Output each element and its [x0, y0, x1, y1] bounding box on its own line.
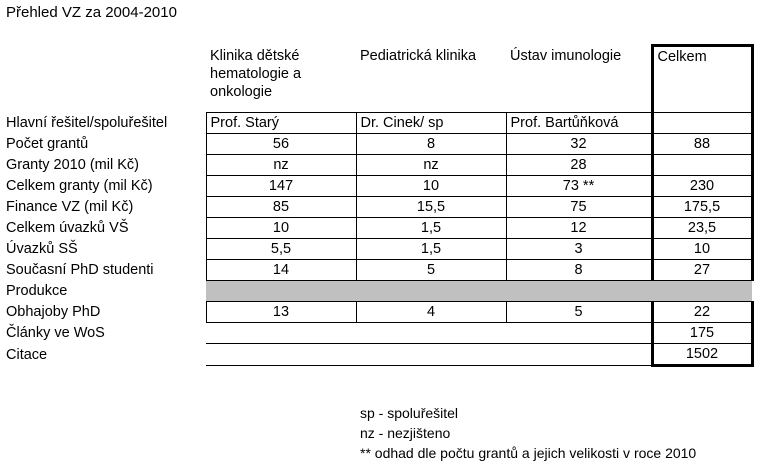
- table-cell-total: 230: [652, 176, 752, 197]
- table-cell-merged: [206, 344, 652, 366]
- table-cell: Dr. Cinek/ sp: [356, 113, 506, 134]
- column-header-celkem: Celkem: [652, 46, 752, 113]
- table-cell-merged: [206, 323, 652, 344]
- footnote: ** odhad dle počtu grantů a jejich velikosti v roce 2010: [360, 445, 697, 461]
- footnote: sp - spoluřešitel: [360, 405, 459, 421]
- table-row: [4, 302, 752, 323]
- table-cell: 28: [506, 155, 652, 176]
- page-title: Přehled VZ za 2004-2010: [6, 4, 177, 21]
- table-cell: 5: [506, 302, 652, 323]
- table-cell: 3: [506, 239, 652, 260]
- table-cell-total: 22: [652, 302, 752, 323]
- row-label: Citace: [6, 346, 48, 363]
- table-cell-total: 175: [652, 323, 752, 344]
- table-cell: 4: [356, 302, 506, 323]
- footnotes: [360, 403, 696, 463]
- row-label: Celkem granty (mil Kč): [6, 178, 153, 194]
- table-cell: 12: [506, 218, 652, 239]
- table-cell: 73 **: [506, 176, 652, 197]
- table-cell-total: 1502: [652, 344, 752, 366]
- table-cell-total: 88: [652, 134, 752, 155]
- row-label: Články ve WoS: [6, 325, 105, 341]
- table-row-section: [4, 281, 752, 302]
- table-header-row: [4, 46, 752, 113]
- table-cell: 32: [506, 134, 652, 155]
- table-row: [4, 239, 752, 260]
- header-empty: [4, 46, 206, 113]
- table-row: [4, 176, 752, 197]
- table-cell-total: [652, 113, 752, 134]
- row-label: Finance VZ (mil Kč): [6, 199, 134, 215]
- section-band: [206, 281, 752, 302]
- table-row: [4, 344, 752, 366]
- table-cell: 5,5: [206, 239, 356, 260]
- table-cell: Prof. Bartůňková: [506, 113, 652, 134]
- table-row: [4, 218, 752, 239]
- row-label: Granty 2010 (mil Kč): [6, 157, 139, 173]
- table-cell: 75: [506, 197, 652, 218]
- row-label: Celkem úvazků VŠ: [6, 220, 129, 236]
- row-label: Současní PhD studenti: [6, 262, 154, 278]
- table-cell: 85: [206, 197, 356, 218]
- summary-table: [4, 44, 754, 367]
- table-row: [4, 155, 752, 176]
- table-row: [4, 260, 752, 281]
- table-cell: 10: [356, 176, 506, 197]
- table-cell: 14: [206, 260, 356, 281]
- table-cell-total: 27: [652, 260, 752, 281]
- table-cell: 5: [356, 260, 506, 281]
- table-cell-total: 10: [652, 239, 752, 260]
- table-cell: 1,5: [356, 239, 506, 260]
- table-cell: 10: [206, 218, 356, 239]
- table-cell: 147: [206, 176, 356, 197]
- table-cell: 8: [356, 134, 506, 155]
- row-label: Obhajoby PhD: [6, 304, 101, 320]
- table-cell: 8: [506, 260, 652, 281]
- column-header-pediatricka: Pediatrická klinika: [360, 47, 477, 64]
- row-label: Počet grantů: [6, 136, 89, 152]
- table-row: [4, 197, 752, 218]
- footnote: nz - nezjišteno: [360, 425, 451, 441]
- section-label-produkce: Produkce: [6, 283, 68, 299]
- column-header-hematologie: Klinika dětské hematologie a onkologie: [210, 47, 302, 100]
- table-cell: 1,5: [356, 218, 506, 239]
- table-row: [4, 323, 752, 344]
- table-cell: nz: [356, 155, 506, 176]
- table-cell-total: 175,5: [652, 197, 752, 218]
- table-row: [4, 134, 752, 155]
- table-cell-total: [652, 155, 752, 176]
- table-cell: 13: [206, 302, 356, 323]
- table-cell: nz: [206, 155, 356, 176]
- table-cell: Prof. Starý: [206, 113, 356, 134]
- column-header-imunologie: Ústav imunologie: [510, 47, 622, 64]
- table-cell-total: 23,5: [652, 218, 752, 239]
- table-cell: 56: [206, 134, 356, 155]
- row-label: Úvazků SŠ: [6, 241, 78, 257]
- row-label: Hlavní řešitel/spoluřešitel: [6, 115, 168, 131]
- table-row: [4, 113, 752, 134]
- table-cell: 15,5: [356, 197, 506, 218]
